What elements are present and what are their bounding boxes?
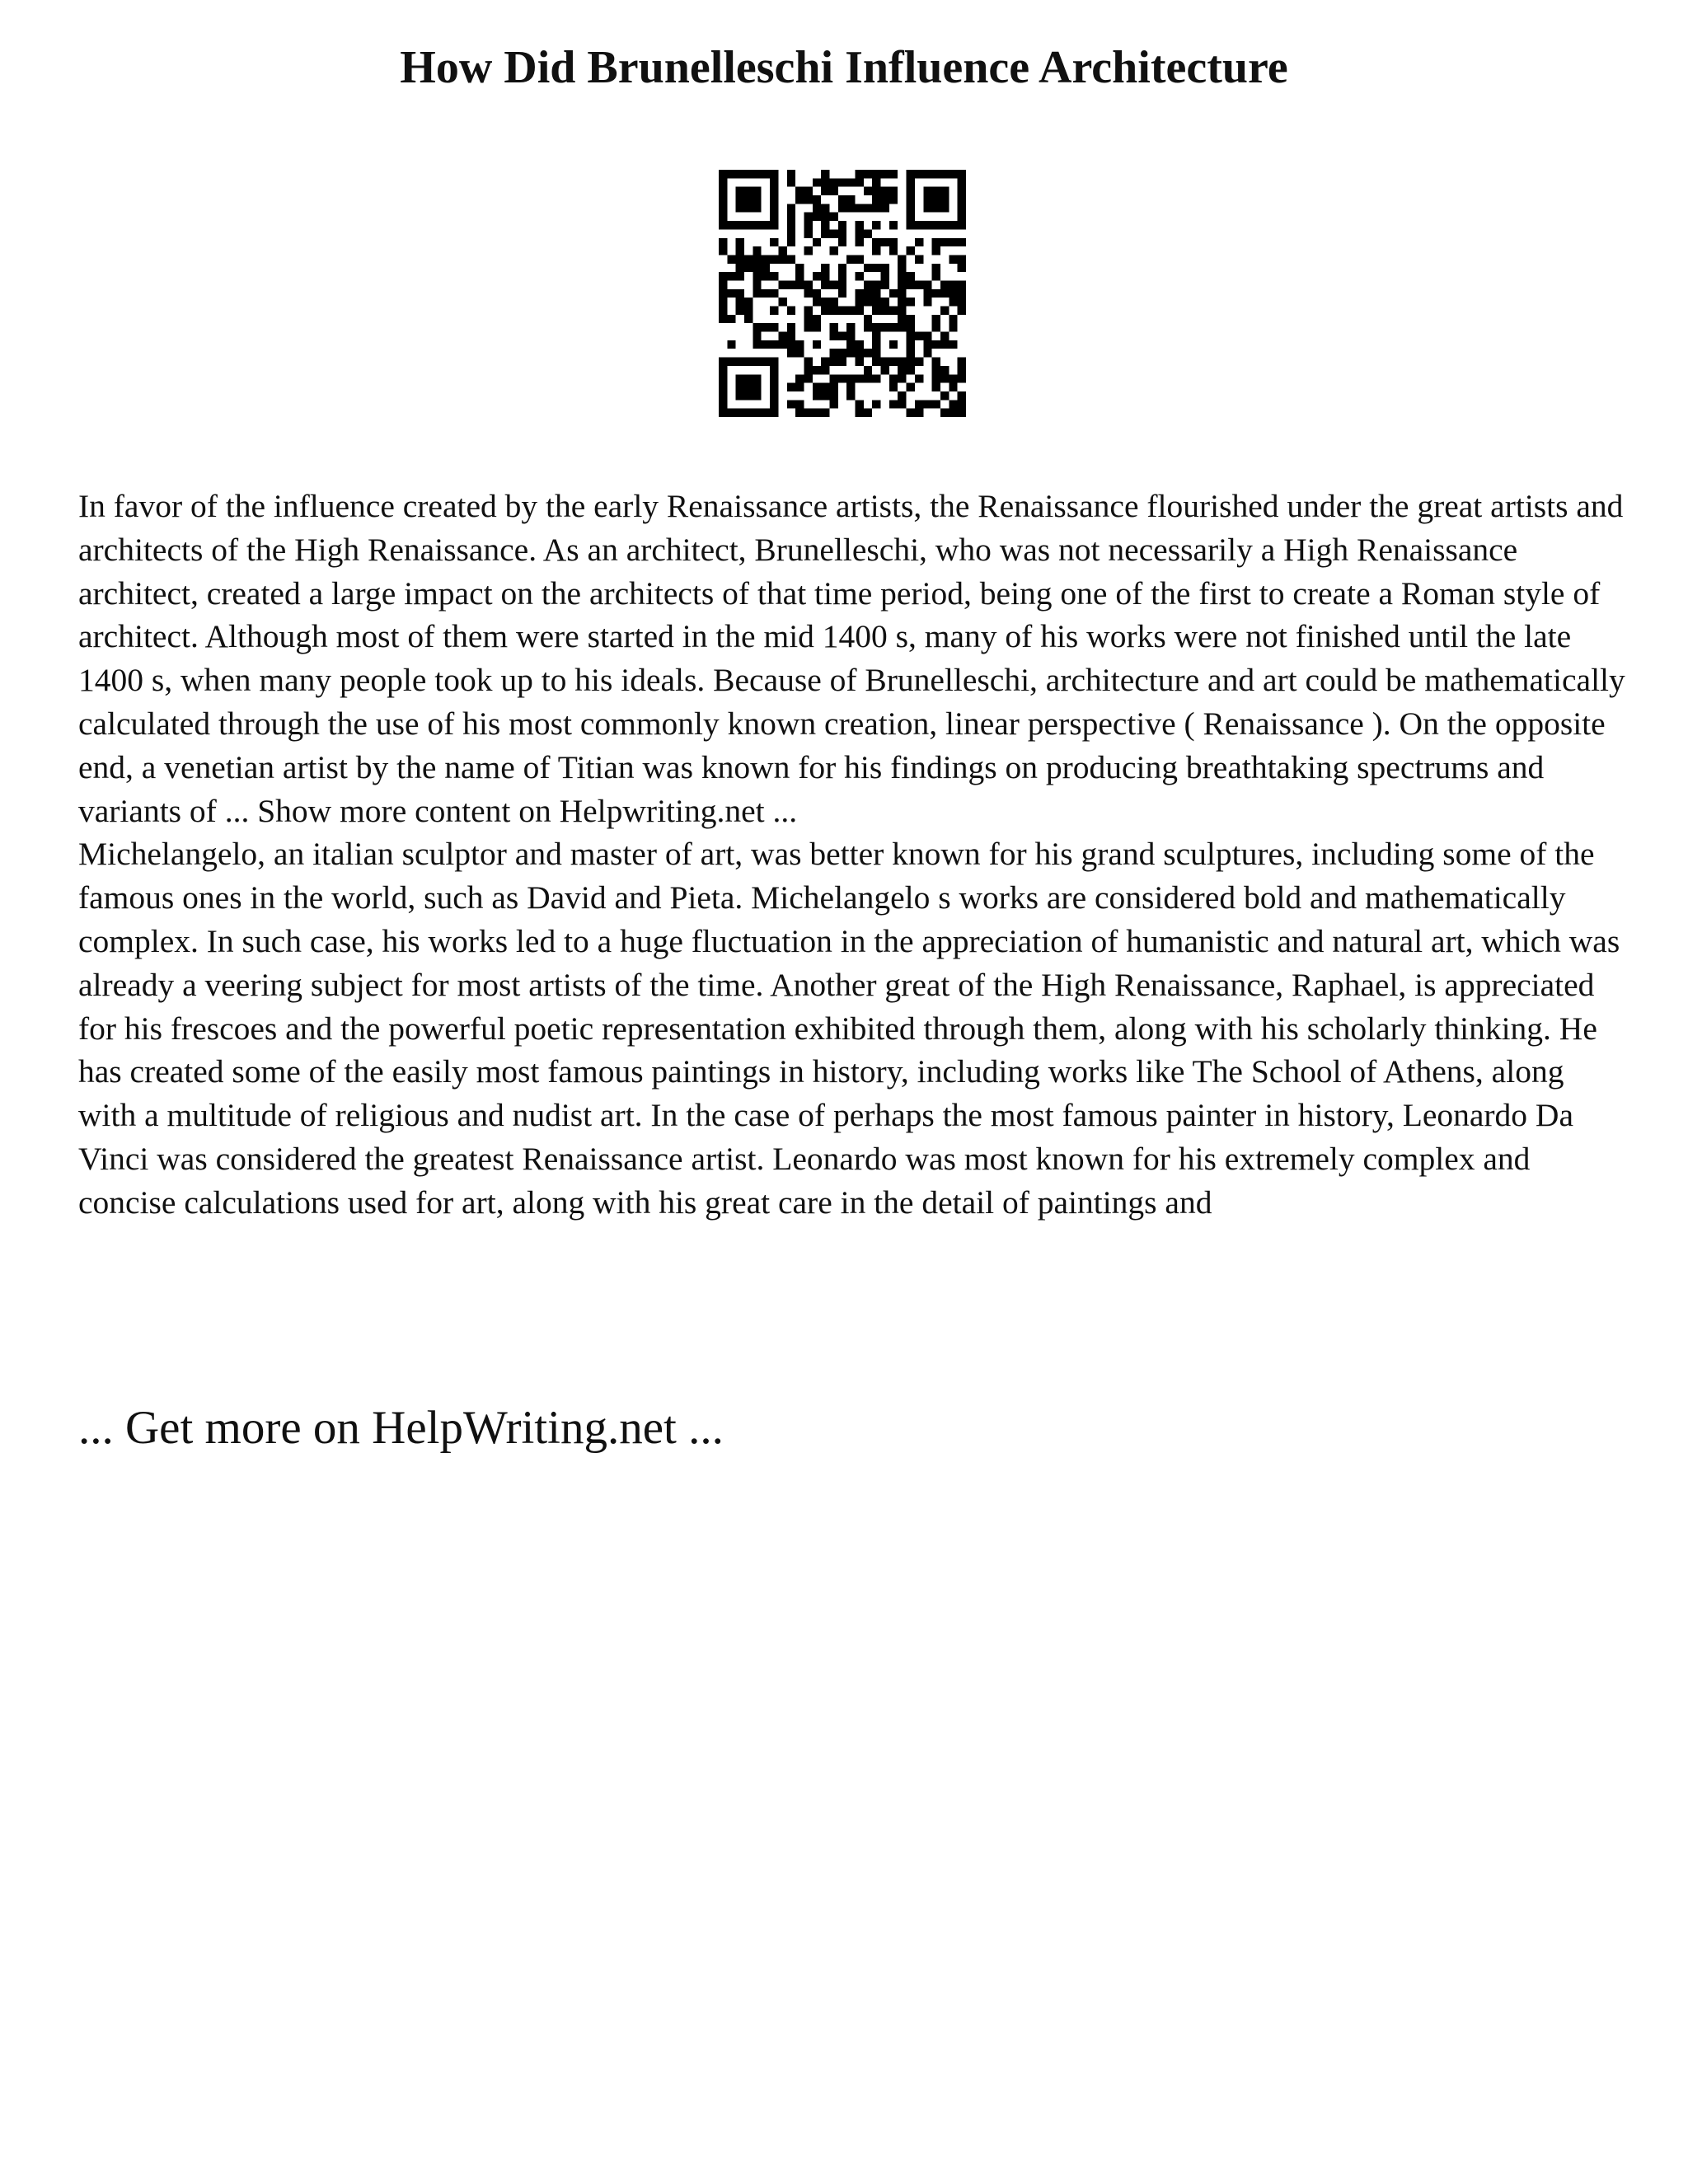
body-text xyxy=(78,485,1628,1225)
get-more-link[interactable]: ... Get more on HelpWriting.net ... xyxy=(78,1402,724,1454)
paragraph-brunelleschi: In favor of the influence created by the early Renaissance artists, the Renaissance flourished under the great artists and architects of the High Renaissance. As an architect, Brunelleschi, who was not necessarily a High Renaissance architect, created a large impact on the architects of that time period, being one of the first to create a Roman style of architect. Although most of them were started in the mid 1400 s, many of his works were not finished until the late 1400 s, when many people took up to his ideals. Because of Brunelleschi, architecture and art could be mathematically calculated through the use of his most commonly known creation, linear perspective ( Renaissance ). On the opposite end, a venetian artist by the name of Titian was known for his findings on producing breathtaking spectrums and variants of ... Show more content on Helpwriting.net ... xyxy=(78,488,1625,829)
paragraph-high-renaissance: Michelangelo, an italian sculptor and master of art, was better known for his grand sculptures, including some of the famous ones in the world, such as David and Pieta. Michelangelo s works are considered bold and mathematically complex. In such case, his works led to a huge fluctuation in the appreciation of humanistic and natural art, which was already a veering subject for most artists of the time. Another great of the High Renaissance, Raphael, is appreciated for his frescoes and the powerful poetic representation exhibited through them, along with his scholarly thinking. He has created some of the easily most famous paintings in history, including works like The School of Athens, along with a multitude of religious and nudist art. In the case of perhaps the most famous painter in history, Leonardo Da Vinci was considered the greatest Renaissance artist. Leonardo was most known for his extremely complex and concise calculations used for art, along with his great care in the detail of paintings and xyxy=(78,836,1620,1221)
page-title: How Did Brunelleschi Influence Architecture xyxy=(400,42,1288,93)
qr-code-icon xyxy=(719,170,966,417)
